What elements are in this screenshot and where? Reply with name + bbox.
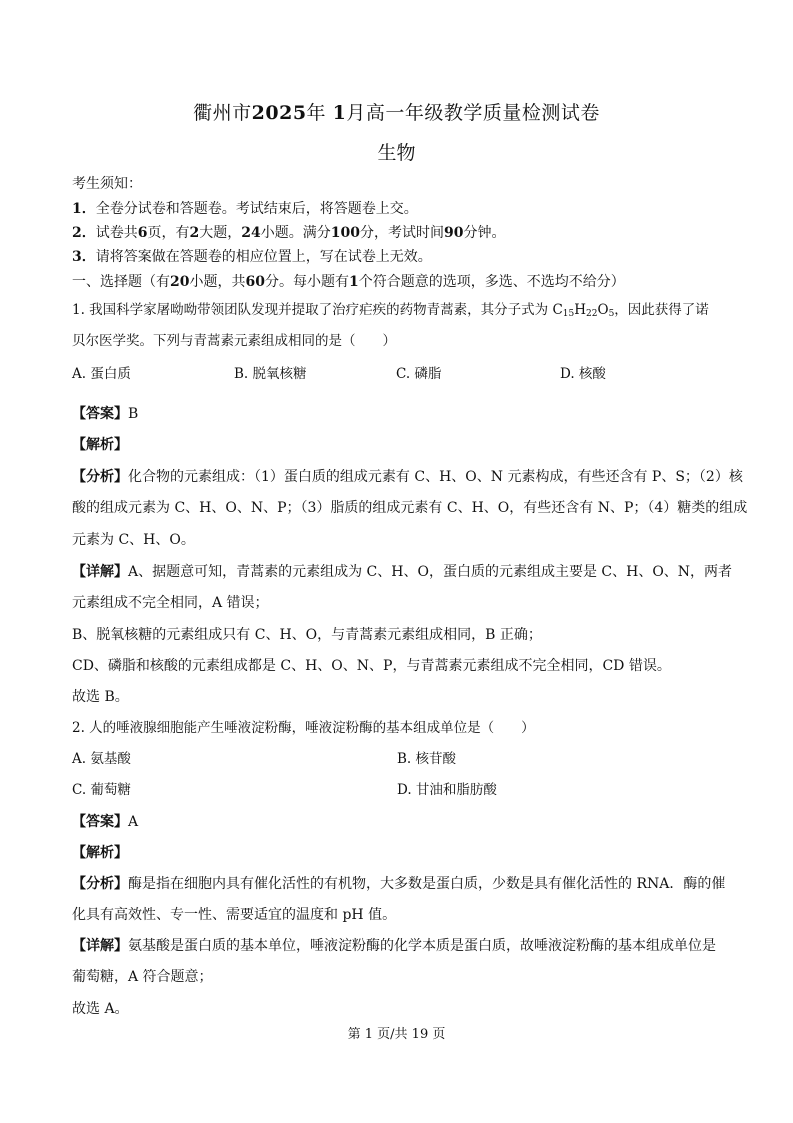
q1-xiangjie-line-4: CD、磷脂和核酸的元素组成都是 C、H、O、N、P，与青蒿素元素组成不完全相同，CD 错误。 — [72, 658, 671, 674]
q2-xiangjie-line-1: 【详解】氨基酸是蛋白质的基本单位，唾液淀粉酶的化学本质是蛋白质，故唾液淀粉酶的基本组成单位是 — [72, 938, 716, 954]
title-prefix: 衢州市 — [193, 102, 252, 124]
q1-analysis-tag: 【解析】 — [72, 437, 128, 453]
q1-stem-line-2: 贝尔医学奖。下列与青蒿素元素组成相同的是（ ） — [72, 333, 396, 349]
q2-fenxi-line-1: 【分析】酶是指在细胞内具有催化活性的有机物，大多数是蛋白质，少数是具有催化活性的 RNA．酶的催 — [72, 876, 726, 892]
q2-fenxi-line-2: 化具有高效性、专一性、需要适宜的温度和 pH 值。 — [72, 907, 397, 923]
notice-heading: 考生须知： — [72, 176, 142, 192]
notice-item-1: 1．全卷分试卷和答题卷。考试结束后，将答题卷上交。 — [72, 201, 418, 217]
q1-option-a: A. 蛋白质 — [72, 366, 131, 382]
exam-title — [0, 98, 793, 125]
q1-xiangjie-line-1: 【详解】A、据题意可知，青蒿素的元素组成为 C、H、O，蛋白质的元素组成主要是 C、H、O、N，两者 — [72, 564, 733, 580]
q1-option-d: D. 核酸 — [560, 366, 606, 382]
q2-stem: 2. 人的唾液腺细胞能产生唾液淀粉酶，唾液淀粉酶的基本组成单位是（ ） — [72, 720, 535, 736]
title-month: 1 — [332, 102, 347, 124]
title-rest: 月高一年级教学质量检测试卷 — [346, 102, 600, 124]
q1-answer: 【答案】B — [72, 406, 139, 422]
notice-item-3: 3．请将答案做在答题卷的相应位置上，写在试卷上无效。 — [72, 249, 432, 265]
q2-option-b: B. 核苷酸 — [397, 751, 457, 767]
notice-item-2: 2．试卷共6页，有2大题，24小题。满分100分，考试时间90分钟。 — [72, 225, 506, 241]
q1-option-b: B. 脱氧核糖 — [234, 366, 307, 382]
q2-answer: 【答案】A — [72, 814, 139, 830]
q2-option-a: A. 氨基酸 — [72, 751, 131, 767]
q2-option-c: C. 葡萄糖 — [72, 782, 131, 798]
section-heading: 一、选择题（有20小题，共60分。每小题有1个符合题意的选项，多选、不选均不给分） — [72, 274, 625, 290]
page-footer: 第 1 页/共 19 页 — [347, 1027, 446, 1042]
q1-fenxi-line-2: 酸的组成元素为 C、H、O、N、P；（3）脂质的组成元素有 C、H、O，有些还含有 N、P；（4）糖类的组成 — [72, 500, 748, 516]
q1-fenxi-line-3: 元素为 C、H、O。 — [72, 532, 195, 548]
q1-xiangjie-line-2: 元素组成不完全相同，A 错误； — [72, 595, 269, 611]
q2-xiangjie-line-2: 葡萄糖，A 符合题意； — [72, 969, 213, 985]
q2-option-d: D. 甘油和脂肪酸 — [397, 782, 497, 798]
q2-analysis-tag: 【解析】 — [72, 845, 128, 861]
q1-fenxi-line-1: 【分析】化合物的元素组成：（1）蛋白质的组成元素有 C、H、O、N 元素构成，有些还含有 P、S；（2）核 — [72, 469, 743, 485]
title-year-suffix: 年 — [306, 102, 327, 124]
title-year: 2025 — [251, 102, 307, 124]
q1-stem-line-1: 1. 我国科学家屠呦呦带领团队发现并提取了治疗疟疾的药物青蒿素，其分子式为 $C_{15}H_{22}O_5$，因此获得了诺 — [72, 302, 709, 319]
q2-conclusion: 故选 A。 — [72, 1001, 129, 1017]
q1-conclusion: 故选 B。 — [72, 689, 129, 705]
q1-option-c: C. 磷脂 — [396, 366, 442, 382]
q1-xiangjie-line-3: B、脱氧核糖的元素组成只有 C、H、O，与青蒿素元素组成相同，B 正确； — [72, 627, 542, 643]
subject-title: 生物 — [377, 142, 416, 164]
